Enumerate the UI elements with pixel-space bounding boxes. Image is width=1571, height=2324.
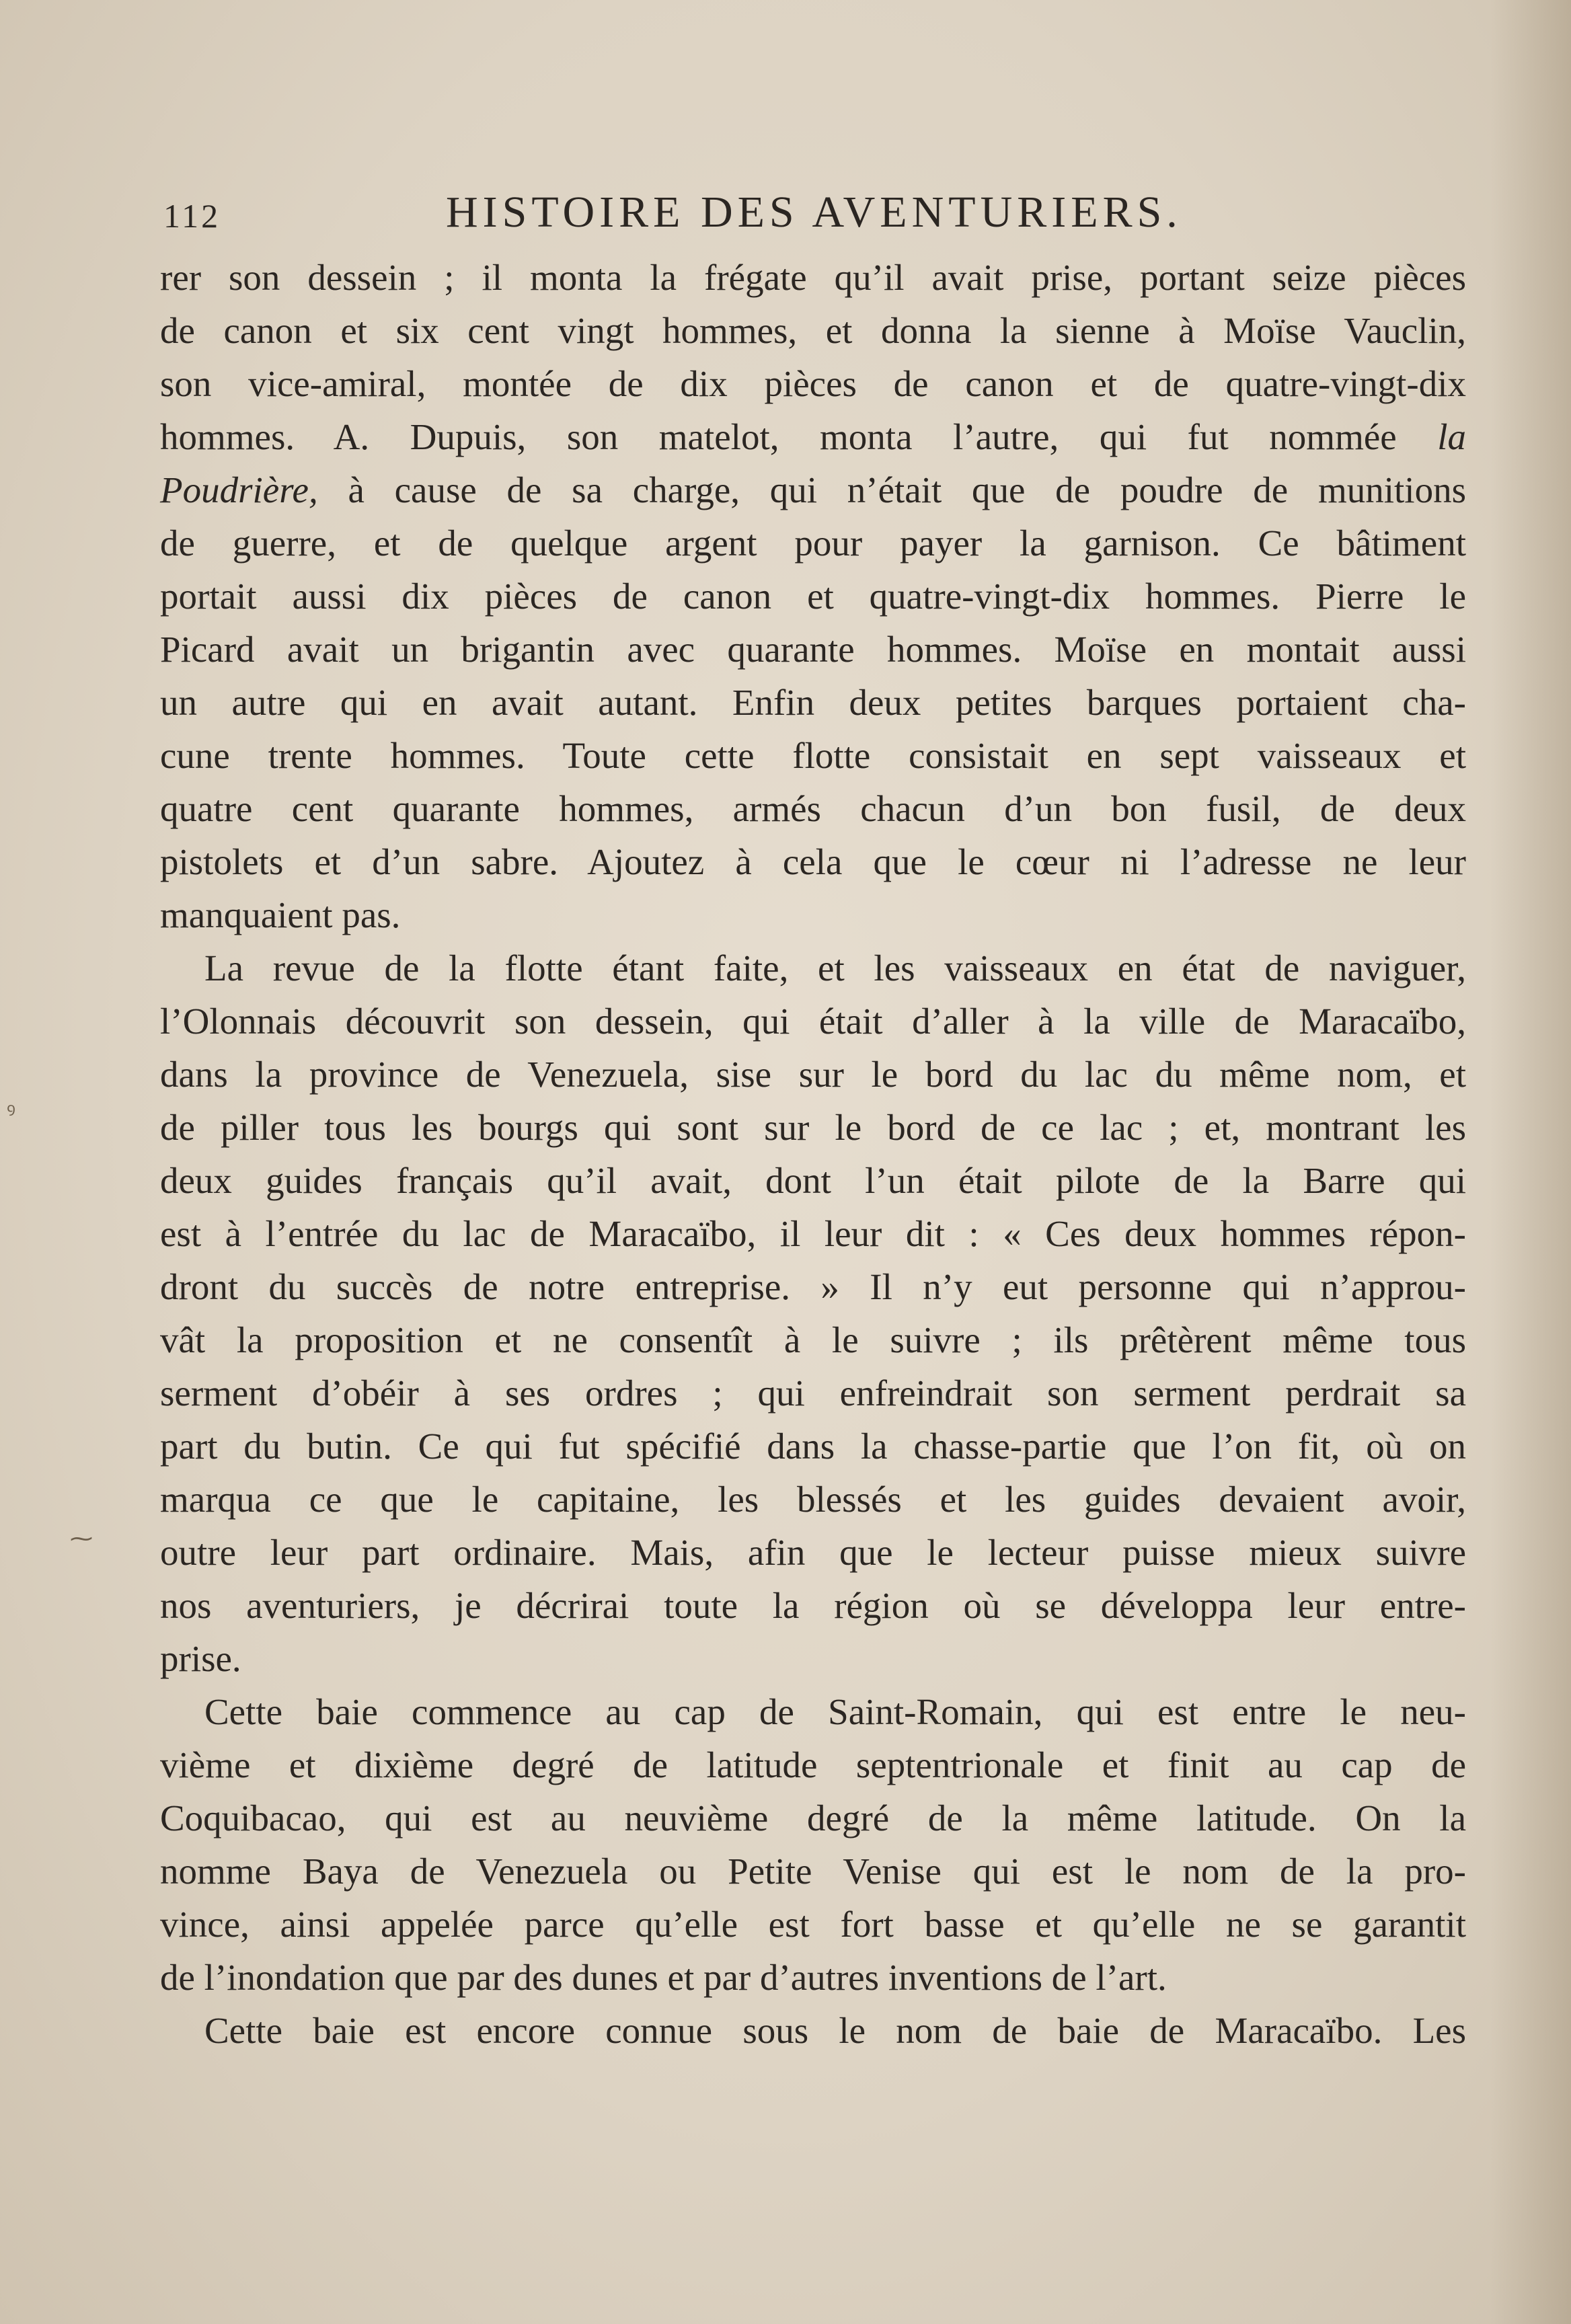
page-number: 112 — [163, 197, 221, 235]
text-line: prise. — [160, 1638, 241, 1679]
text-line: est à l’entrée du lac de Maracaïbo, il leur dit : « Ces deux hommes répon- — [160, 1213, 1466, 1254]
text-line-segment: à cause de sa charge, qui n’était que de poudre de munitions — [317, 469, 1466, 510]
text-line: cune trente hommes. Toute cette flotte consistait en sept vaisseaux et — [160, 735, 1466, 776]
text-line: manquaient pas. — [160, 894, 401, 935]
body-text — [160, 251, 1466, 2057]
ship-name-italic: Poudrière, — [160, 469, 318, 510]
text-line — [160, 463, 1466, 516]
margin-ink-mark: ꝰ — [7, 1098, 15, 1125]
text-line: l’Olonnais découvrit son dessein, qui était d’aller à la ville de Maracaïbo, — [160, 1001, 1466, 1042]
text-line: deux guides français qu’il avait, dont l’un était pilote de la Barre qui — [160, 1160, 1466, 1201]
text-line: vât la proposition et ne consentît à le suivre ; ils prêtèrent même tous — [160, 1319, 1466, 1360]
text-line: Coquibacao, qui est au neuvième degré de la même latitude. On la — [160, 1797, 1466, 1838]
text-line: Picard avait un brigantin avec quarante hommes. Moïse en montait aussi — [160, 629, 1466, 670]
text-line: son vice-amiral, montée de dix pièces de canon et de quatre-vingt-dix — [160, 363, 1466, 404]
text-line: nomme Baya de Venezuela ou Petite Venise qui est le nom de la pro- — [160, 1851, 1466, 1892]
text-line: pistolets et d’un sabre. Ajoutez à cela que le cœur ni l’adresse ne leur — [160, 841, 1466, 882]
page-edge-shadow — [1490, 0, 1571, 2324]
text-line: quatre cent quarante hommes, armés chacun d’un bon fusil, de deux — [160, 788, 1466, 829]
text-line: de piller tous les bourgs qui sont sur le bord de ce lac ; et, montrant les — [160, 1107, 1466, 1148]
text-line: de guerre, et de quelque argent pour payer la garnison. Ce bâtiment — [160, 522, 1466, 564]
text-line: La revue de la flotte étant faite, et les vaisseaux en état de naviguer, — [204, 947, 1466, 989]
text-line: de l’inondation que par des dunes et par d’autres inventions de l’art. — [160, 1957, 1167, 1998]
text-line: de canon et six cent vingt hommes, et donna la sienne à Moïse Vauclin, — [160, 310, 1466, 351]
text-line: Cette baie est encore connue sous le nom de baie de Maracaïbo. Les — [204, 2010, 1466, 2051]
text-line: outre leur part ordinaire. Mais, afin que le lecteur puisse mieux suivre — [160, 1532, 1466, 1573]
text-line-segment: hommes. A. Dupuis, son matelot, monta l’autre, qui fut nommée — [160, 416, 1438, 457]
running-head — [163, 187, 1466, 247]
text-line: marqua ce que le capitaine, les blessés et les guides devaient avoir, — [160, 1479, 1466, 1520]
text-line — [160, 410, 1466, 463]
text-line: serment d’obéir à ses ordres ; qui enfreindrait son serment perdrait sa — [160, 1372, 1466, 1413]
running-title: HISTOIRE DES AVENTURIERS. — [446, 188, 1182, 237]
text-line: part du butin. Ce qui fut spécifié dans la chasse-partie que l’on fit, où on — [160, 1426, 1466, 1467]
text-line: vième et dixième degré de latitude septentrionale et finit au cap de — [160, 1744, 1466, 1785]
text-line: un autre qui en avait autant. Enfin deux petites barques portaient cha- — [160, 682, 1466, 723]
text-line: dront du succès de notre entreprise. » Il n’y eut personne qui n’approu- — [160, 1266, 1466, 1307]
text-line: vince, ainsi appelée parce qu’elle est fort basse et qu’elle ne se garantit — [160, 1904, 1466, 1945]
text-line: Cette baie commence au cap de Saint-Romain, qui est entre le neu- — [204, 1691, 1466, 1732]
text-line: rer son dessein ; il monta la frégate qu’il avait prise, portant seize pièces — [160, 257, 1466, 298]
text-line: nos aventuriers, je décrirai toute la région où se développa leur entre- — [160, 1585, 1466, 1626]
ship-name-italic: la — [1437, 416, 1466, 457]
text-line: dans la province de Venezuela, sise sur le bord du lac du même nom, et — [160, 1054, 1466, 1095]
text-line: portait aussi dix pièces de canon et quatre-vingt-dix hommes. Pierre le — [160, 576, 1466, 617]
margin-ink-mark: ⁓ — [70, 1525, 93, 1552]
